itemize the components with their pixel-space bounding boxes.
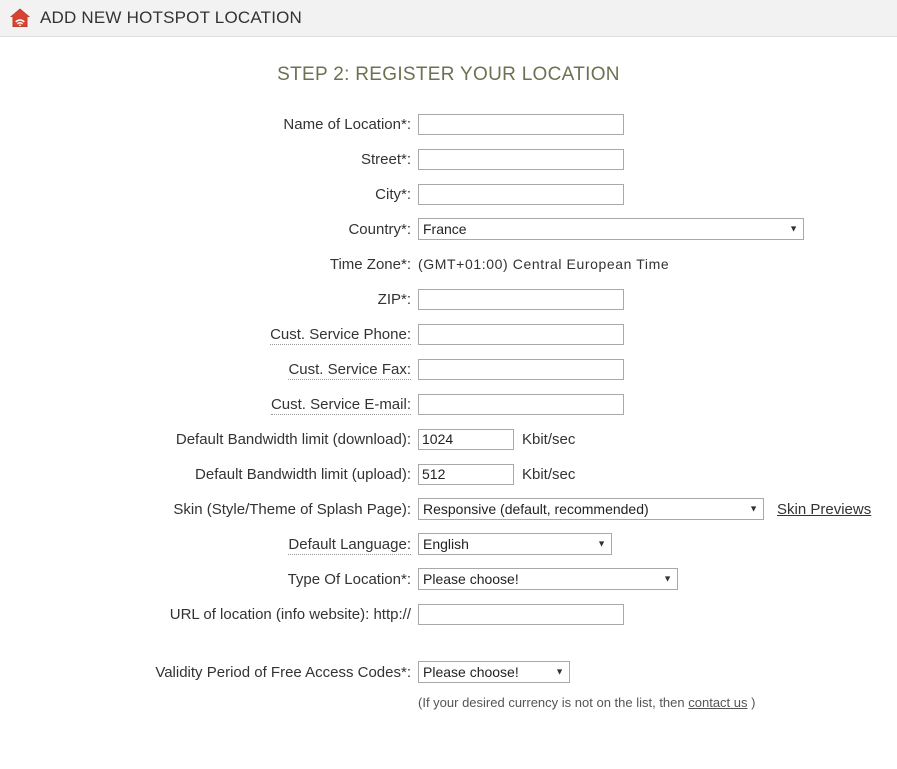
label-street: Street*:	[360, 150, 411, 168]
type-of-location-select[interactable]	[418, 568, 678, 590]
skin-select-value: Responsive (default, recommended)	[423, 501, 649, 517]
cust-service-email-input[interactable]	[418, 394, 624, 415]
url-of-location-input[interactable]	[418, 604, 624, 625]
bandwidth-upload-input[interactable]	[418, 464, 514, 485]
default-language-select[interactable]	[418, 533, 612, 555]
label-validity-period: Validity Period of Free Access Codes*:	[155, 663, 411, 681]
form-row-city	[0, 181, 897, 207]
time-zone-value: (GMT+01:00) Central European Time	[418, 256, 670, 272]
chevron-down-icon: ▼	[663, 573, 672, 584]
form-row-name-of-location	[0, 111, 897, 137]
country-select-value: France	[423, 221, 467, 237]
bandwidth-download-input[interactable]	[418, 429, 514, 450]
contact-us-link[interactable]: contact us	[688, 695, 748, 710]
label-time-zone: Time Zone*:	[329, 255, 411, 273]
form-row-bandwidth-download	[0, 426, 897, 452]
label-cust-service-fax-text: Cust. Service Fax:	[288, 360, 411, 378]
validity-period-select-value: Please choose!	[423, 664, 519, 680]
bandwidth-upload-unit: Kbit/sec	[522, 465, 576, 483]
name-of-location-input[interactable]	[418, 114, 624, 135]
label-cust-service-fax	[0, 361, 418, 378]
form-row-time-zone	[0, 251, 897, 277]
page-header	[0, 0, 897, 37]
currency-note-prefix: (If your desired currency is not on the list, then	[418, 695, 689, 710]
label-default-language-text: Default Language:	[288, 535, 411, 553]
chevron-down-icon: ▼	[749, 503, 758, 514]
label-city: City*:	[375, 185, 411, 203]
home-hotspot-icon	[8, 6, 32, 30]
label-name-of-location: Name of Location*:	[283, 115, 411, 133]
currency-note-suffix: )	[747, 695, 756, 710]
form-row-cust-service-email	[0, 391, 897, 417]
form-row-zip	[0, 286, 897, 312]
chevron-down-icon: ▼	[597, 538, 606, 549]
cust-service-phone-input[interactable]	[418, 324, 624, 345]
label-cust-service-email	[0, 396, 418, 413]
country-select[interactable]	[418, 218, 804, 240]
default-language-select-value: English	[423, 536, 469, 552]
label-skin: Skin (Style/Theme of Splash Page):	[173, 500, 411, 518]
form-row-type-of-location	[0, 566, 897, 592]
form-row-street	[0, 146, 897, 172]
skin-previews-link[interactable]: Skin Previews	[777, 500, 872, 518]
form-row-url-of-location	[0, 601, 897, 627]
label-country: Country*:	[348, 220, 411, 238]
page-title: ADD NEW HOTSPOT LOCATION	[40, 8, 303, 27]
form-row-default-language	[0, 531, 897, 557]
zip-input[interactable]	[418, 289, 624, 310]
form-row-country	[0, 216, 897, 242]
label-bandwidth-download: Default Bandwidth limit (download):	[175, 430, 411, 448]
step-title: STEP 2: REGISTER YOUR LOCATION	[277, 64, 620, 85]
form-row-bandwidth-upload	[0, 461, 897, 487]
bandwidth-download-unit: Kbit/sec	[522, 430, 576, 448]
chevron-down-icon: ▼	[555, 666, 564, 677]
form-row-skin	[0, 496, 897, 522]
label-url-of-location: URL of location (info website): http://	[169, 605, 411, 623]
validity-period-select[interactable]	[418, 661, 570, 683]
street-input[interactable]	[418, 149, 624, 170]
label-zip: ZIP*:	[377, 290, 411, 308]
label-cust-service-email-text: Cust. Service E-mail:	[270, 395, 411, 413]
city-input[interactable]	[418, 184, 624, 205]
label-default-language	[0, 536, 418, 553]
label-bandwidth-upload: Default Bandwidth limit (upload):	[195, 465, 411, 483]
currency-note	[418, 695, 897, 710]
form-spacer	[0, 636, 897, 659]
chevron-down-icon: ▼	[789, 223, 798, 234]
type-of-location-select-value: Please choose!	[423, 571, 519, 587]
skin-select[interactable]	[418, 498, 764, 520]
form-row-validity-period	[0, 659, 897, 685]
form-row-cust-service-phone	[0, 321, 897, 347]
cust-service-fax-input[interactable]	[418, 359, 624, 380]
label-type-of-location: Type Of Location*:	[287, 570, 411, 588]
form-row-cust-service-fax	[0, 356, 897, 382]
label-cust-service-phone-text: Cust. Service Phone:	[270, 325, 411, 343]
registration-form	[0, 111, 897, 710]
label-cust-service-phone	[0, 326, 418, 343]
